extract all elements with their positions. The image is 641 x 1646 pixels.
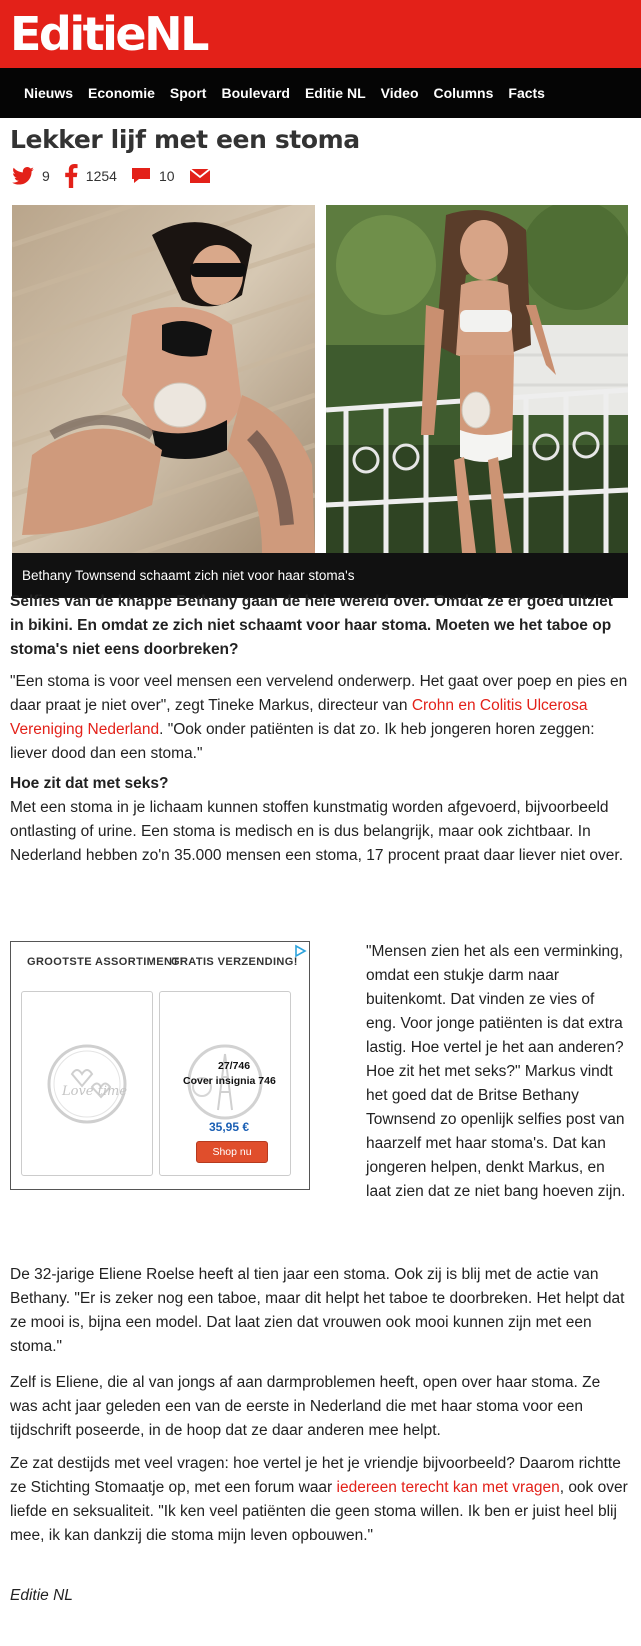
love-time-pendant-image (22, 992, 152, 1175)
paragraph-1-text-a: "Een stoma is voor veel mensen een vervelend onderwerp. Het gaat over poep en pies en daar praat je niet over", zegt Tineke Markus, directeur van (10, 673, 628, 714)
photo-sunlounger-illustration (12, 205, 315, 553)
nav-item-editie-nl[interactable]: Editie NL (304, 85, 366, 101)
article-paragraph-4: De 32-jarige Eliene Roelse heeft al tien jaar een stoma. Ook zij is blij met de actie van Bethany. "Er is zeker nog een taboe, maar dit helpt het taboe te doorbreken. Het helpt dat ze mooi is, bijna een model. Dat laat zien dat vrouwen ook mooi kunnen zijn met een stoma." (10, 1266, 625, 1355)
comment-count: 10 (158, 168, 175, 184)
ad-product-code: 27/746 (218, 1060, 251, 1072)
share-bar (12, 164, 211, 188)
nav-item-economie[interactable]: Economie (88, 85, 155, 101)
main-navigation (0, 68, 641, 118)
nav-item-sport[interactable]: Sport (169, 85, 207, 101)
ad-product-name: Cover insignia 746 (183, 1075, 276, 1087)
paragraph-6-text-b: , ook over liefde en seksualiteit. "Ik ken veel patiënten die geen stoma willen. Ik ben er juist heel blij mee, ik kan dankzij die stoma mijn leven opbouwen." (10, 1479, 628, 1544)
ad-header-left: GROOTSTE ASSORTIMENT! (27, 956, 184, 968)
twitter-count: 9 (42, 168, 50, 184)
mail-icon[interactable] (189, 168, 211, 184)
photo-caption: Bethany Townsend schaamt zich niet voor haar stoma's (12, 553, 628, 598)
ad-product-price: 35,95 € (209, 1120, 250, 1134)
paragraph-6-text-a: Ze zat destijds met veel vragen: hoe vertel je het je vriendje bijvoorbeeld? Daarom richtte ze Stichting Stomaatje op, met een forum waar (10, 1455, 621, 1496)
article-paragraph-6 (10, 1452, 630, 1548)
article-paragraph-3: "Mensen zien het als een verminking, omdat een stukje darm naar buitenkomt. Dat vinden ze vies of eng. Voor jonge patiënten is dat extra lastig. Hoe vertel je het aan anderen? Hoe zit het met seks?" Markus vindt het goed dat de Britse Bethany Townsend zo openlijk selfies post van haarzelf met haar stoma's. Dat kan jongeren helpen, denkt Markus, en laat zien dat ze niet bang hoeven zijn. (366, 943, 626, 1200)
twitter-icon[interactable] (12, 167, 34, 185)
article-subhead: Hoe zit dat met seks? (10, 775, 169, 792)
paragraph-1-text-b: . "Ook onder patiënten is dat zo. Ik heb jongeren horen zeggen: liever dood dan een stoma." (10, 721, 595, 762)
nav-item-video[interactable]: Video (380, 85, 419, 101)
ad-product-card-left[interactable] (21, 991, 153, 1176)
shop-now-button[interactable]: Shop nu (196, 1141, 268, 1163)
article-photo-right (326, 205, 628, 553)
advertisement[interactable] (10, 941, 310, 1190)
article-photo-left (12, 205, 315, 553)
ad-header-right: GRATIS VERZENDING! (171, 956, 298, 968)
nav-item-boulevard[interactable]: Boulevard (221, 85, 290, 101)
nav-item-columns[interactable]: Columns (433, 85, 494, 101)
article-title: Lekker lijf met een stoma (10, 125, 360, 154)
photo-balcony-illustration (326, 205, 628, 553)
article-lead: Selfies van de knappe Bethany gaan de hele wereld over. Omdat ze er goed uitziet in bikini. En omdat ze zich niet schaamt voor haar stoma. Moeten we het taboe op stoma's niet eens doorbreken? (10, 593, 613, 658)
site-header (0, 0, 641, 68)
crohn-colitis-link[interactable]: Crohn en Colitis Ulcerosa Vereniging Nederland (10, 697, 588, 738)
facebook-icon[interactable] (64, 164, 78, 188)
article-paragraph-2: Met een stoma in je lichaam kunnen stoffen kunstmatig worden afgevoerd, bijvoorbeeld ontlasting of urine. Een stoma is medisch en is dus belangrijk, maar ook zichtbaar. In Nederland hebben zo'n 35.000 mensen een stoma, 17 procent praat daar liever niet over. (10, 799, 624, 864)
article-credit: Editie NL (10, 1587, 73, 1604)
forum-link[interactable]: iedereen terecht kan met vragen (336, 1479, 560, 1496)
pendant-text: Love time (62, 1084, 128, 1099)
article-section-sex (10, 772, 630, 868)
nav-item-nieuws[interactable]: Nieuws (24, 85, 74, 101)
site-logo[interactable]: EditieNL (10, 7, 207, 61)
article-paragraph-5: Zelf is Eliene, die al van jongs af aan darmproblemen heeft, open over haar stoma. Ze was acht jaar geleden een van de eerste in Nederland die met haar stoma voor een tijdschrift poseerde, in de hoop dat ze daar anderen mee helpt. (10, 1374, 601, 1439)
nav-item-facts[interactable]: Facts (508, 85, 545, 101)
article-paragraph-1 (10, 670, 630, 766)
facebook-count: 1254 (85, 168, 117, 184)
comment-icon[interactable] (131, 167, 151, 185)
nav-list (24, 68, 560, 118)
